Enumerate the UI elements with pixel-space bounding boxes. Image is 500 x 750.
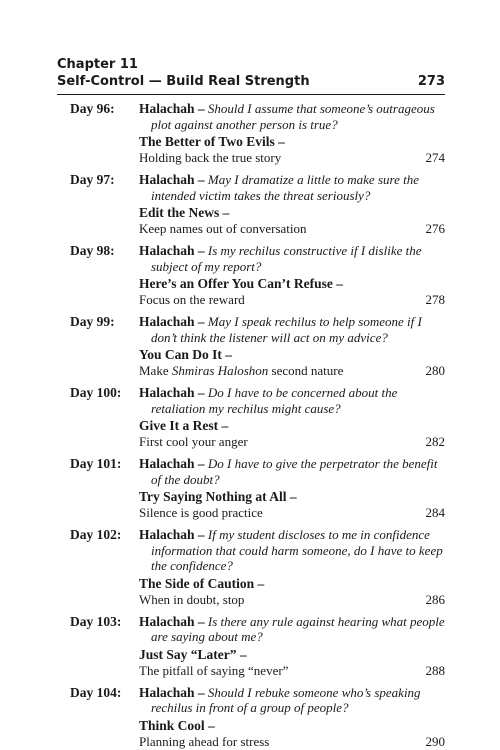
running-header <box>57 56 445 90</box>
halacha-label: Halachah – <box>139 456 205 471</box>
halacha-label: Halachah – <box>139 243 205 258</box>
halacha-line <box>139 456 445 487</box>
entry-subtitle: Holding back the true story <box>139 150 282 165</box>
entry-title: Here’s an Offer You Can’t Refuse – <box>139 276 343 291</box>
entry-subtitle-italic: Shmiras Haloshon <box>171 363 269 378</box>
toc-entry <box>57 314 445 379</box>
day-label: Day 98: <box>70 243 115 258</box>
entry-subtitle-row <box>139 505 445 521</box>
entry-body <box>139 314 445 379</box>
entry-subtitle-row <box>139 434 445 450</box>
entry-page-number: 282 <box>425 434 445 449</box>
entry-subtitle: When in doubt, stop <box>139 591 245 607</box>
entry-page-number: 274 <box>425 150 445 165</box>
halacha-line <box>139 243 445 274</box>
entry-subtitle: Silence is good practice <box>139 505 263 520</box>
halacha-line <box>139 614 445 645</box>
toc-list <box>57 101 445 750</box>
entry-subtitle-pre: Make <box>139 363 172 378</box>
halacha-line <box>139 685 445 716</box>
header-title-row <box>57 73 445 90</box>
header-page-number: 273 <box>417 74 445 89</box>
entry-subtitle: First cool your anger <box>139 434 248 449</box>
day-label: Day 99: <box>70 314 115 329</box>
toc-entry <box>57 456 445 521</box>
entry-body <box>139 243 445 308</box>
entry-page-number: 278 <box>425 292 445 307</box>
halacha-label: Halachah – <box>139 101 205 116</box>
entry-subtitle: The pitfall of saying “never” <box>139 662 289 678</box>
entry-subtitle-row <box>139 663 445 679</box>
entry-title: The Side of Caution – <box>139 575 265 591</box>
entry-subtitle-row <box>139 150 445 166</box>
entry-subtitle: Planning ahead for stress <box>139 733 270 749</box>
entry-page-number: 288 <box>425 662 445 678</box>
halacha-question: Do I have to give the perpetrator the benefit of the doubt? <box>151 456 438 487</box>
day-label: Day 103: <box>70 613 122 629</box>
entry-title: Just Say “Later” – <box>139 646 247 662</box>
day-label: Day 101: <box>70 456 122 471</box>
entry-page-number: 286 <box>425 591 445 607</box>
day-label: Day 102: <box>70 527 122 542</box>
entry-subtitle-row <box>139 592 445 608</box>
day-label: Day 97: <box>70 172 115 187</box>
entry-subtitle-row <box>139 734 445 750</box>
entry-body <box>139 385 445 450</box>
chapter-title: Self-Control — Build Real Strength <box>57 74 310 89</box>
entry-page-number: 290 <box>425 733 445 749</box>
day-label: Day 96: <box>70 101 115 116</box>
halacha-label: Halachah – <box>139 684 205 700</box>
entry-page-number: 284 <box>425 505 445 520</box>
halacha-label: Halachah – <box>139 527 205 542</box>
entry-subtitle <box>139 363 343 379</box>
entry-subtitle-row <box>139 363 445 379</box>
entry-page-number: 276 <box>425 221 445 236</box>
entry-body <box>139 456 445 521</box>
halacha-question: May I dramatize a little to make sure the intended victim takes the threat seriously? <box>151 172 419 203</box>
halacha-label: Halachah – <box>139 172 205 187</box>
day-label: Day 104: <box>70 684 122 700</box>
entry-title: Try Saying Nothing at All – <box>139 489 297 504</box>
toc-entry <box>57 243 445 308</box>
toc-entry <box>57 101 445 166</box>
halacha-question: Should I assume that someone’s outrageous plot against another person is true? <box>151 101 435 132</box>
entry-title: Think Cool – <box>139 717 215 733</box>
halacha-line <box>139 314 445 345</box>
entry-title: Edit the News – <box>139 205 230 220</box>
halacha-line <box>139 527 445 574</box>
halacha-question: Do I have to be concerned about the retaliation my rechilus might cause? <box>151 385 398 416</box>
entry-body <box>139 527 445 608</box>
toc-entry <box>57 385 445 450</box>
toc-page <box>57 56 445 750</box>
entry-body <box>139 172 445 237</box>
entry-body <box>139 614 445 679</box>
halacha-question: Is my rechilus constructive if I dislike the subject of my report? <box>151 243 422 274</box>
halacha-label: Halachah – <box>139 314 205 329</box>
entry-subtitle: Keep names out of conversation <box>139 221 307 236</box>
halacha-line <box>139 385 445 416</box>
entry-subtitle: Focus on the reward <box>139 292 245 307</box>
halacha-question: Should I rebuke someone who’s speaking rechilus in front of a group of people? <box>151 684 421 715</box>
day-label: Day 100: <box>70 385 122 400</box>
toc-entry <box>57 527 445 608</box>
entry-title: The Better of Two Evils – <box>139 134 285 149</box>
header-rule <box>57 94 445 95</box>
chapter-label: Chapter 11 <box>57 57 138 72</box>
entry-title: Give It a Rest – <box>139 418 229 433</box>
halacha-label: Halachah – <box>139 613 205 629</box>
halacha-line <box>139 172 445 203</box>
entry-subtitle-row <box>139 292 445 308</box>
halacha-question: May I speak rechilus to help someone if I don’t think the listener will act on my advice? <box>151 314 422 345</box>
halacha-question: Is there any rule against hearing what people are saying about me? <box>151 613 445 644</box>
halacha-label: Halachah – <box>139 385 205 400</box>
entry-subtitle-post: second nature <box>268 363 344 378</box>
halacha-line <box>139 101 445 132</box>
entry-title: You Can Do It – <box>139 347 233 362</box>
toc-entry <box>57 614 445 679</box>
entry-subtitle-row <box>139 221 445 237</box>
entry-body <box>139 101 445 166</box>
entry-page-number: 280 <box>425 363 445 378</box>
halacha-question: If my student discloses to me in confidence information that could harm someone, do I have to keep the confidence? <box>151 527 443 573</box>
toc-entry <box>57 172 445 237</box>
entry-body <box>139 685 445 750</box>
toc-entry <box>57 685 445 750</box>
